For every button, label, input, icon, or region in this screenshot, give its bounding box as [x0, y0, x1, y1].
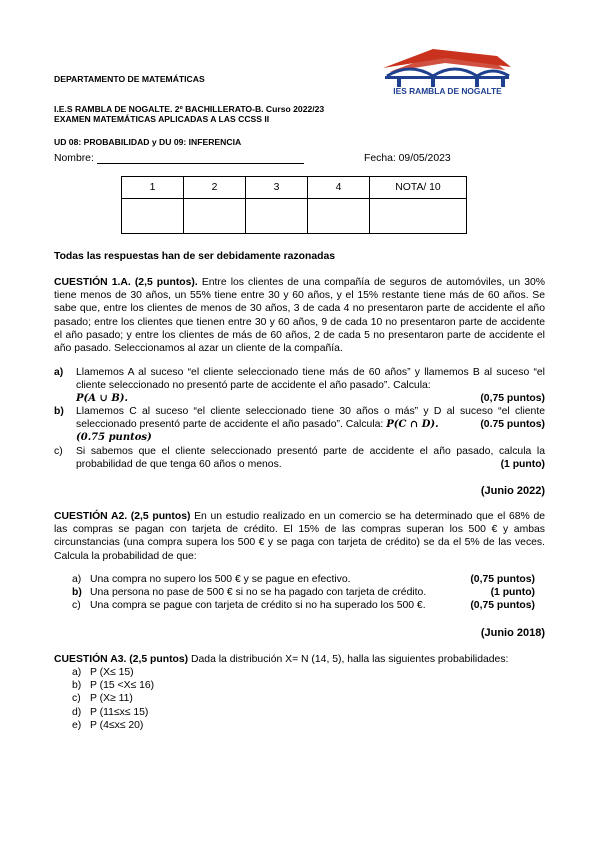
q1-c-text: Si sabemos que el cliente seleccionado presentó parte de accidente el año pasado, calcula la probabilidad de que tenga 60 años o menos.	[76, 446, 545, 471]
q3-title: CUESTIÓN A3. (2,5 puntos)	[54, 654, 189, 665]
grade-col-1: 1	[122, 177, 184, 199]
q2-item-c: c) Una compra se pague con tarjeta de crédito si no ha superado los 500 €. (0,75 puntos)	[72, 600, 535, 612]
q1-a-label: a)	[54, 367, 64, 378]
school-logo	[375, 46, 520, 96]
q2-item-b: b) Una persona no pase de 500 € si no se ha pagado con tarjeta de crédito. (1 punto)	[72, 587, 535, 599]
grade-cell-total[interactable]	[370, 199, 467, 234]
grade-col-2: 2	[184, 177, 246, 199]
school-logo-icon	[375, 46, 520, 88]
q1-a-text: Llamemos A al suceso “el cliente seleccionado tiene más de 60 años” y llamemos B al suceso “el cliente seleccionado no presentó parte de accidente el año pasado”. Calcula:	[76, 367, 545, 392]
q1-a-math: P(A ∪ B).	[76, 393, 129, 405]
q3-item-a: a) P (X≤ 15)	[72, 667, 134, 678]
instructions: Todas las respuestas han de ser debidamente razonadas	[54, 251, 336, 262]
q2-title: CUESTIÓN A2. (2,5 puntos)	[54, 511, 191, 522]
school-line: I.E.S RAMBLA DE NOGALTE. 2º BACHILLERATO-B. Curso 2022/23	[54, 104, 325, 114]
grade-cell-3[interactable]	[246, 199, 308, 234]
q1-b-math: P(C ∩ D).	[386, 419, 439, 431]
q1-body: Entre los clientes de una compañía de seguros de automóviles, un 30% tiene menos de 30 años, un 55% tiene entre 30 y 60 años, y el 15% restante tiene más de 60 años. Se sabe que, entre los clientes de menos de 30 años, 3 de cada 4 no presentaron parte de accidente el año pasado; entre los clientes que tienen entre 30 y 60 años, 9 de cada 10 no presentaron parte de accidente el año pasado; y entre los clientes de más de 60 años, 2 de cada 5 no presentaron parte de accidente el año pasado. Seleccionamos al azar un cliente de la compañía.	[54, 277, 545, 355]
exam-line: EXAMEN MATEMÁTICAS APLICADAS A LAS CCSS II	[54, 114, 270, 124]
grade-col-4: 4	[308, 177, 370, 199]
q1-a-points: (0,75 puntos)	[480, 393, 545, 405]
q3-body: Dada la distribución X= N (14, 5), halla las siguientes probabilidades:	[191, 654, 509, 665]
q1-c-points: (1 punto)	[500, 459, 545, 471]
q2-source: (Junio 2018)	[480, 627, 545, 639]
question-2	[54, 510, 545, 563]
q3-item-b: b) P (15 <X≤ 16)	[72, 680, 155, 692]
q1-part-b	[54, 405, 545, 445]
q3-item-c: c) P (X≥ 11)	[72, 693, 133, 705]
q3-item-d: d) P (11≤x≤ 15)	[72, 706, 149, 718]
q1-part-a	[54, 366, 545, 406]
q1-source: (Junio 2022)	[480, 485, 545, 497]
name-label: Nombre:	[54, 153, 94, 164]
name-field[interactable]	[97, 163, 304, 164]
q2-item-a: a) Una compra no supero los 500 € y se pague en efectivo. (0,75 puntos)	[72, 574, 535, 585]
q2-items	[54, 573, 545, 613]
q3-item-e: e) P (4≤x≤ 20)	[72, 719, 144, 731]
grade-col-3: 3	[246, 177, 308, 199]
grade-cell-4[interactable]	[308, 199, 370, 234]
q1-b-text: Llamemos C al suceso “el cliente seleccionado tiene 30 años o más” y D al suceso “el cliente seleccionado presentó parte de accidente el año pasado”. Calcula:	[76, 406, 545, 431]
q1-title: CUESTIÓN 1.A. (2,5 puntos).	[54, 277, 198, 288]
question-3	[54, 653, 545, 666]
q1-b-points-math: (0.75 puntos)	[76, 432, 152, 444]
q2-body: En un estudio realizado en un comercio se ha determinado que el 68% de las compras se pagan con tarjeta de crédito. El 15% de las compras superan los 500 € y ambas circunstancias (una compra supera los 500 € y se paga con tarjeta de crédito) se da el 5% de las veces. Calcula la probabilidad de que:	[54, 511, 546, 562]
logo-text: IES RAMBLA DE NOGALTE	[393, 86, 502, 96]
units-line: UD 08: PROBABILIDAD y DU 09: INFERENCIA	[54, 137, 242, 147]
department-title: DEPARTAMENTO DE MATEMÁTICAS	[54, 74, 205, 84]
q1-b-label: b)	[54, 406, 64, 417]
grade-cell-2[interactable]	[184, 199, 246, 234]
date-label: Fecha: 09/05/2023	[364, 153, 451, 164]
q1-c-label: c)	[54, 446, 63, 457]
grade-table	[121, 176, 467, 234]
grade-col-total: NOTA/ 10	[370, 177, 467, 199]
grade-cell-1[interactable]	[122, 199, 184, 234]
q3-items	[72, 666, 154, 732]
q1-part-c	[54, 445, 545, 471]
question-1	[54, 276, 545, 355]
q1-b-points: (0.75 puntos)	[480, 419, 545, 431]
